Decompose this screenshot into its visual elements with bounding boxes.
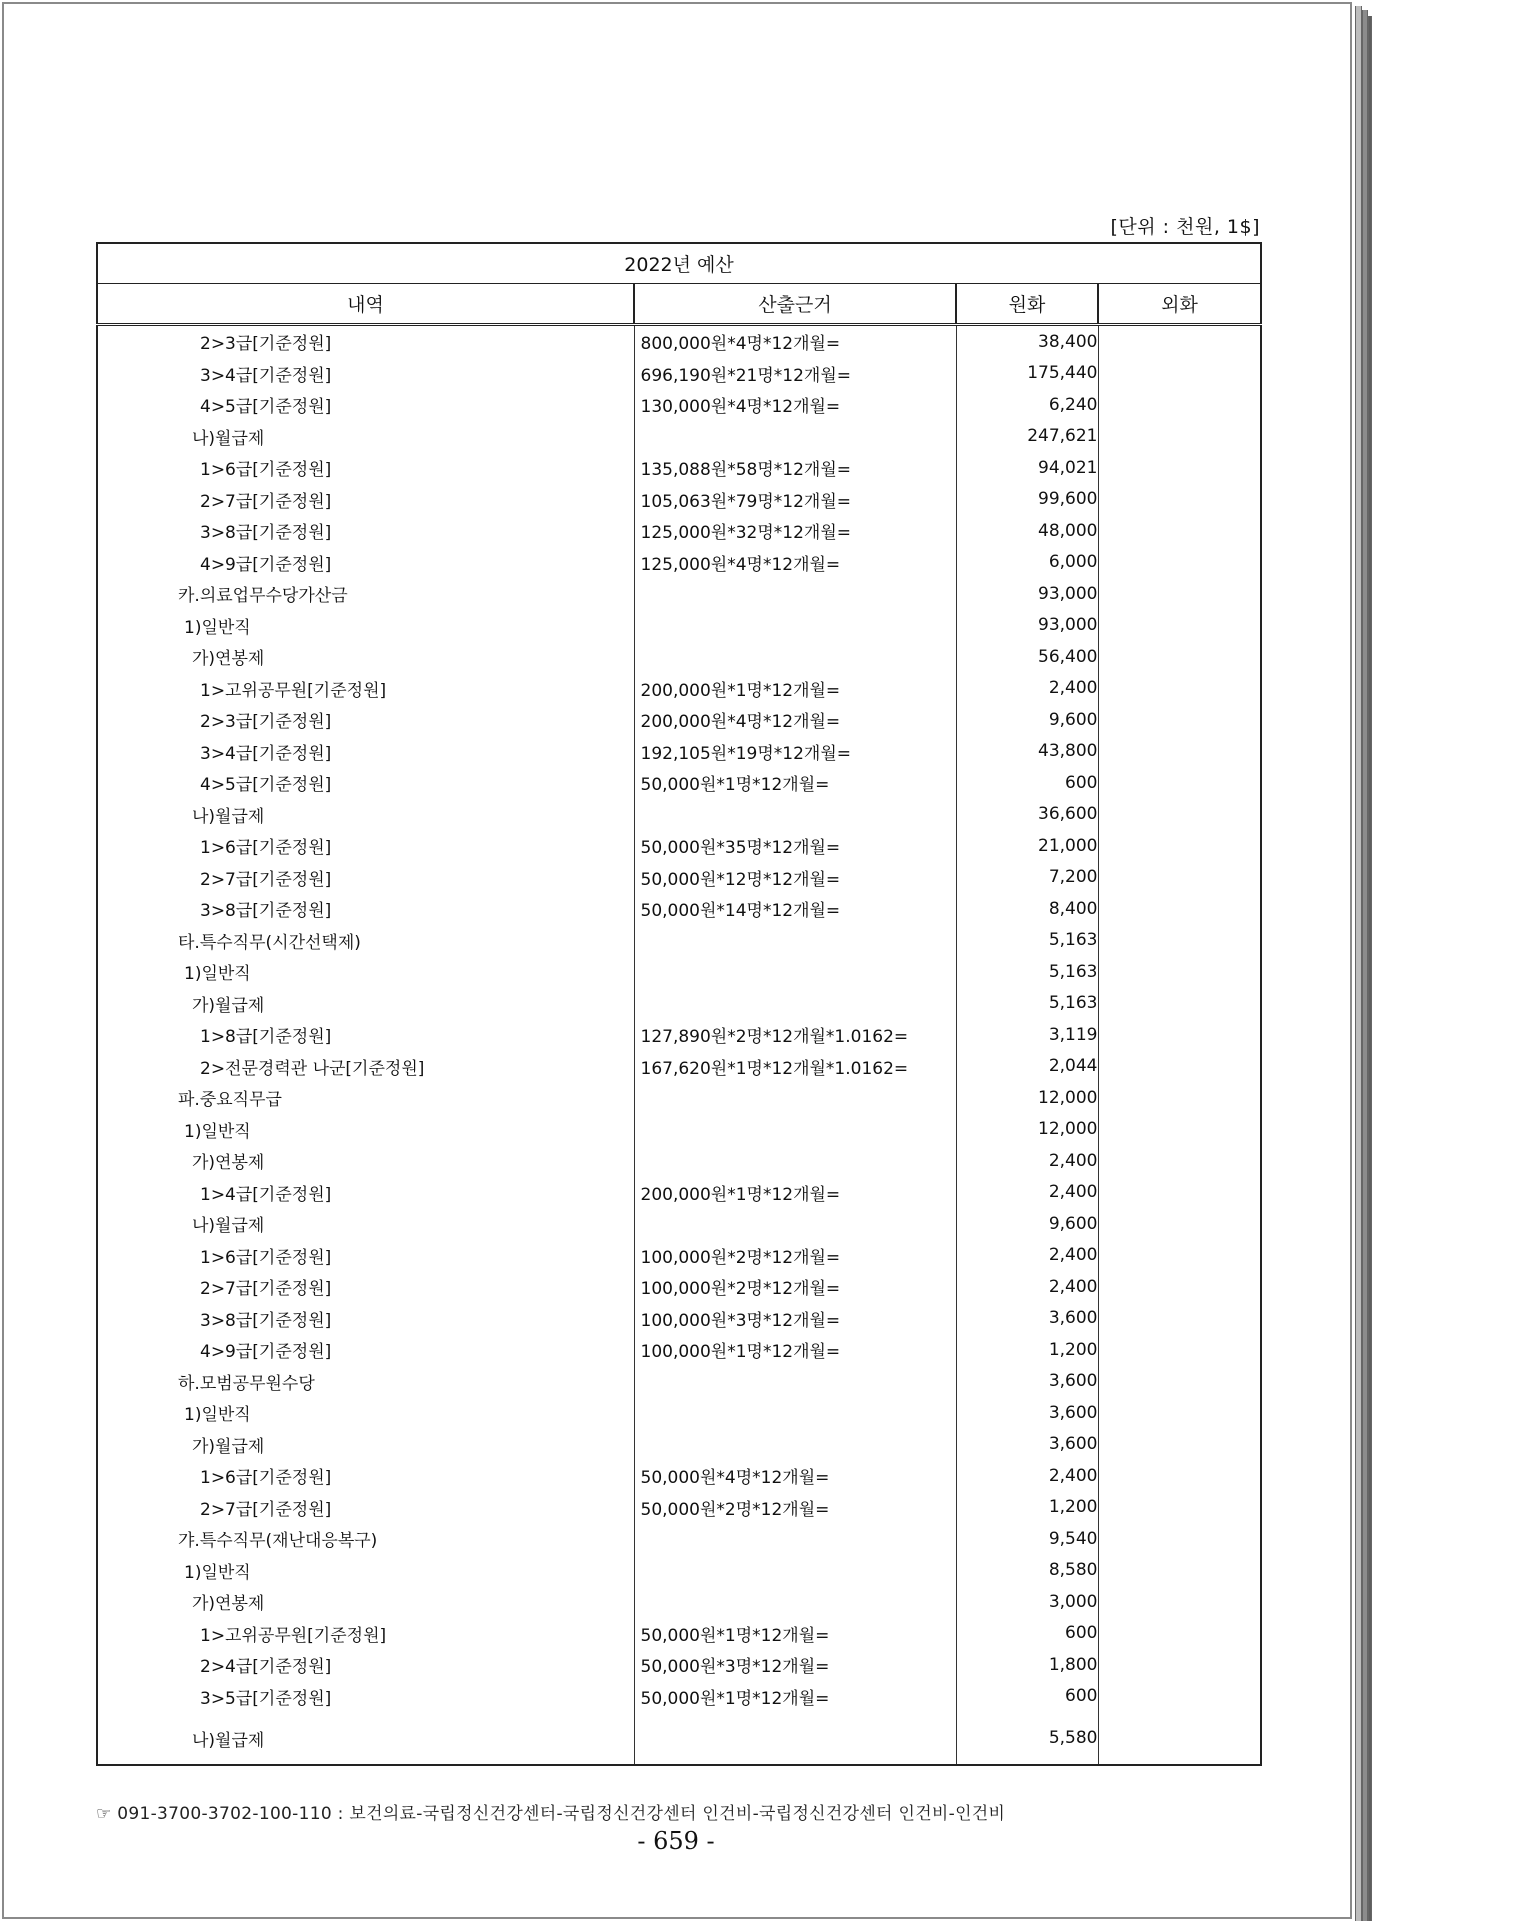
item-cell: 1>8급[기준정원] (97, 1019, 634, 1051)
fx-amount-cell (1098, 956, 1261, 988)
fx-amount-cell (1098, 799, 1261, 831)
krw-amount-cell: 175,440 (956, 358, 1098, 390)
item-cell: 1)일반직 (97, 1397, 634, 1429)
krw-amount-cell: 2,400 (956, 1271, 1098, 1303)
table-row (97, 1555, 1261, 1587)
table-row (97, 1712, 1261, 1765)
basis-cell: 100,000원*1명*12개월= (634, 1334, 956, 1366)
fx-amount-cell (1098, 1208, 1261, 1240)
krw-amount-cell: 6,240 (956, 389, 1098, 421)
krw-amount-cell: 99,600 (956, 484, 1098, 516)
fx-amount-cell (1098, 1618, 1261, 1650)
krw-amount-cell: 1,200 (956, 1492, 1098, 1524)
table-row (97, 1019, 1261, 1051)
fx-amount-cell (1098, 862, 1261, 894)
item-cell: 나)월급제 (97, 1208, 634, 1240)
fx-amount-cell (1098, 1019, 1261, 1051)
basis-cell: 125,000원*4명*12개월= (634, 547, 956, 579)
item-cell: 3>8급[기준정원] (97, 1303, 634, 1335)
table-row (97, 1240, 1261, 1272)
basis-cell (634, 1429, 956, 1461)
table-row (97, 1397, 1261, 1429)
item-cell: 파.중요직무급 (97, 1082, 634, 1114)
table-row (97, 1492, 1261, 1524)
table-row (97, 1082, 1261, 1114)
fx-amount-cell (1098, 358, 1261, 390)
krw-amount-cell: 48,000 (956, 515, 1098, 547)
basis-cell: 50,000원*14명*12개월= (634, 893, 956, 925)
basis-cell: 200,000원*1명*12개월= (634, 673, 956, 705)
item-cell: 2>7급[기준정원] (97, 862, 634, 894)
column-header-krw: 원화 (956, 284, 1098, 325)
krw-amount-cell: 3,600 (956, 1303, 1098, 1335)
fx-amount-cell (1098, 515, 1261, 547)
item-cell: 하.모범공무원수당 (97, 1366, 634, 1398)
table-row (97, 799, 1261, 831)
basis-cell (634, 1366, 956, 1398)
fx-amount-cell (1098, 1145, 1261, 1177)
fx-amount-cell (1098, 1681, 1261, 1713)
fx-amount-cell (1098, 610, 1261, 642)
fx-amount-cell (1098, 1397, 1261, 1429)
table-row (97, 610, 1261, 642)
item-cell: 나)월급제 (97, 1712, 634, 1765)
table-row (97, 1208, 1261, 1240)
item-cell: 1>6급[기준정원] (97, 1240, 634, 1272)
item-cell: 나)월급제 (97, 421, 634, 453)
table-row (97, 389, 1261, 421)
item-cell: 가)월급제 (97, 988, 634, 1020)
krw-amount-cell: 1,200 (956, 1334, 1098, 1366)
basis-cell (634, 925, 956, 957)
item-cell: 3>8급[기준정원] (97, 893, 634, 925)
fx-amount-cell (1098, 1429, 1261, 1461)
table-row (97, 1523, 1261, 1555)
table-row (97, 925, 1261, 957)
krw-amount-cell: 43,800 (956, 736, 1098, 768)
column-header-item: 내역 (97, 284, 634, 325)
krw-amount-cell: 9,600 (956, 704, 1098, 736)
item-cell: 2>전문경력관 나군[기준정원] (97, 1051, 634, 1083)
item-cell: 4>9급[기준정원] (97, 547, 634, 579)
basis-cell: 167,620원*1명*12개월*1.0162= (634, 1051, 956, 1083)
fx-amount-cell (1098, 641, 1261, 673)
fx-amount-cell (1098, 988, 1261, 1020)
krw-amount-cell: 3,119 (956, 1019, 1098, 1051)
unit-note: [단위 : 천원, 1$] (1110, 216, 1260, 238)
account-code-note: ☞ 091-3700-3702-100-110 : 보건의료-국립정신건강센터-국립정신건강센터 인건비-국립정신건강센터 인건비-인건비 (96, 1804, 1006, 1824)
fx-amount-cell (1098, 421, 1261, 453)
basis-cell (634, 988, 956, 1020)
table-row (97, 956, 1261, 988)
table-row (97, 358, 1261, 390)
table-row (97, 421, 1261, 453)
basis-cell: 50,000원*3명*12개월= (634, 1649, 956, 1681)
fx-amount-cell (1098, 704, 1261, 736)
table-row (97, 1366, 1261, 1398)
fx-amount-cell (1098, 325, 1261, 358)
krw-amount-cell: 3,600 (956, 1366, 1098, 1398)
krw-amount-cell: 5,163 (956, 956, 1098, 988)
table-row (97, 1586, 1261, 1618)
item-cell: 1)일반직 (97, 610, 634, 642)
table-row (97, 452, 1261, 484)
fx-amount-cell (1098, 1492, 1261, 1524)
table-row (97, 673, 1261, 705)
fx-amount-cell (1098, 1114, 1261, 1146)
item-cell: 2>3급[기준정원] (97, 325, 634, 358)
krw-amount-cell: 3,600 (956, 1397, 1098, 1429)
fx-amount-cell (1098, 893, 1261, 925)
fx-amount-cell (1098, 1271, 1261, 1303)
fx-amount-cell (1098, 578, 1261, 610)
table-row (97, 1429, 1261, 1461)
table-row (97, 484, 1261, 516)
basis-cell (634, 1555, 956, 1587)
item-cell: 가)연봉제 (97, 1145, 634, 1177)
basis-cell (634, 1208, 956, 1240)
table-row (97, 893, 1261, 925)
table-row (97, 830, 1261, 862)
krw-amount-cell: 94,021 (956, 452, 1098, 484)
table-row (97, 1177, 1261, 1209)
item-cell: 1>6급[기준정원] (97, 830, 634, 862)
fx-amount-cell (1098, 1555, 1261, 1587)
table-row (97, 704, 1261, 736)
krw-amount-cell: 6,000 (956, 547, 1098, 579)
page-stack-edge (1355, 6, 1362, 1921)
item-cell: 카.의료업무수당가산금 (97, 578, 634, 610)
krw-amount-cell: 2,400 (956, 1177, 1098, 1209)
table-row (97, 1145, 1261, 1177)
table-row (97, 988, 1261, 1020)
krw-amount-cell: 600 (956, 1618, 1098, 1650)
krw-amount-cell: 2,044 (956, 1051, 1098, 1083)
krw-amount-cell: 2,400 (956, 673, 1098, 705)
fx-amount-cell (1098, 1051, 1261, 1083)
table-row (97, 1303, 1261, 1335)
basis-cell (634, 1523, 956, 1555)
basis-cell (634, 1114, 956, 1146)
krw-amount-cell: 2,400 (956, 1145, 1098, 1177)
item-cell: 가)연봉제 (97, 641, 634, 673)
item-cell: 3>5급[기준정원] (97, 1681, 634, 1713)
table-row (97, 1051, 1261, 1083)
fx-amount-cell (1098, 1460, 1261, 1492)
basis-cell: 200,000원*4명*12개월= (634, 704, 956, 736)
item-cell: 갸.특수직무(재난대응복구) (97, 1523, 634, 1555)
basis-cell: 696,190원*21명*12개월= (634, 358, 956, 390)
basis-cell (634, 421, 956, 453)
table-row (97, 862, 1261, 894)
krw-amount-cell: 9,540 (956, 1523, 1098, 1555)
krw-amount-cell: 3,600 (956, 1429, 1098, 1461)
fx-amount-cell (1098, 484, 1261, 516)
krw-amount-cell: 5,580 (956, 1712, 1098, 1765)
item-cell: 1)일반직 (97, 956, 634, 988)
item-cell: 1>고위공무원[기준정원] (97, 1618, 634, 1650)
item-cell: 1>6급[기준정원] (97, 452, 634, 484)
table-row (97, 1334, 1261, 1366)
basis-cell: 135,088원*58명*12개월= (634, 452, 956, 484)
krw-amount-cell: 2,400 (956, 1460, 1098, 1492)
krw-amount-cell: 56,400 (956, 641, 1098, 673)
krw-amount-cell: 93,000 (956, 610, 1098, 642)
item-cell: 3>8급[기준정원] (97, 515, 634, 547)
basis-cell: 130,000원*4명*12개월= (634, 389, 956, 421)
krw-amount-cell: 600 (956, 767, 1098, 799)
item-cell: 2>7급[기준정원] (97, 1492, 634, 1524)
basis-cell: 50,000원*1명*12개월= (634, 1681, 956, 1713)
fx-amount-cell (1098, 1366, 1261, 1398)
basis-cell: 50,000원*1명*12개월= (634, 1618, 956, 1650)
item-cell: 가)월급제 (97, 1429, 634, 1461)
table-row (97, 325, 1261, 358)
basis-cell (634, 578, 956, 610)
basis-cell (634, 1712, 956, 1765)
basis-cell (634, 641, 956, 673)
krw-amount-cell: 12,000 (956, 1082, 1098, 1114)
krw-amount-cell: 12,000 (956, 1114, 1098, 1146)
krw-amount-cell: 5,163 (956, 925, 1098, 957)
basis-cell: 50,000원*1명*12개월= (634, 767, 956, 799)
table-row (97, 767, 1261, 799)
basis-cell: 125,000원*32명*12개월= (634, 515, 956, 547)
table-row (97, 736, 1261, 768)
basis-cell: 50,000원*35명*12개월= (634, 830, 956, 862)
item-cell: 4>5급[기준정원] (97, 389, 634, 421)
item-cell: 3>4급[기준정원] (97, 358, 634, 390)
fx-amount-cell (1098, 1177, 1261, 1209)
basis-cell (634, 799, 956, 831)
krw-amount-cell: 9,600 (956, 1208, 1098, 1240)
fx-amount-cell (1098, 767, 1261, 799)
item-cell: 나)월급제 (97, 799, 634, 831)
item-cell: 1>6급[기준정원] (97, 1460, 634, 1492)
krw-amount-cell: 600 (956, 1681, 1098, 1713)
krw-amount-cell: 3,000 (956, 1586, 1098, 1618)
basis-cell: 200,000원*1명*12개월= (634, 1177, 956, 1209)
table-row (97, 1649, 1261, 1681)
item-cell: 가)연봉제 (97, 1586, 634, 1618)
fx-amount-cell (1098, 1082, 1261, 1114)
krw-amount-cell: 1,800 (956, 1649, 1098, 1681)
krw-amount-cell: 38,400 (956, 325, 1098, 358)
item-cell: 4>9급[기준정원] (97, 1334, 634, 1366)
fx-amount-cell (1098, 1649, 1261, 1681)
basis-cell: 100,000원*2명*12개월= (634, 1271, 956, 1303)
table-row (97, 1681, 1261, 1713)
item-cell: 1)일반직 (97, 1114, 634, 1146)
table-row (97, 1271, 1261, 1303)
fx-amount-cell (1098, 1712, 1261, 1765)
krw-amount-cell: 21,000 (956, 830, 1098, 862)
basis-cell: 100,000원*2명*12개월= (634, 1240, 956, 1272)
table-title: 2022년 예산 (97, 243, 1261, 284)
basis-cell: 50,000원*2명*12개월= (634, 1492, 956, 1524)
basis-cell (634, 1586, 956, 1618)
fx-amount-cell (1098, 736, 1261, 768)
table-row (97, 578, 1261, 610)
fx-amount-cell (1098, 547, 1261, 579)
basis-cell (634, 610, 956, 642)
basis-cell: 105,063원*79명*12개월= (634, 484, 956, 516)
fx-amount-cell (1098, 1586, 1261, 1618)
fx-amount-cell (1098, 389, 1261, 421)
budget-table (96, 242, 1262, 1766)
basis-cell: 50,000원*4명*12개월= (634, 1460, 956, 1492)
column-header-fx: 외화 (1098, 284, 1261, 325)
page-number: - 659 - (637, 1827, 715, 1855)
basis-cell (634, 1397, 956, 1429)
item-cell: 2>4급[기준정원] (97, 1649, 634, 1681)
item-cell: 1>고위공무원[기준정원] (97, 673, 634, 705)
fx-amount-cell (1098, 1303, 1261, 1335)
table-row (97, 1460, 1261, 1492)
basis-cell: 800,000원*4명*12개월= (634, 325, 956, 358)
item-cell: 1>4급[기준정원] (97, 1177, 634, 1209)
krw-amount-cell: 8,400 (956, 893, 1098, 925)
krw-amount-cell: 247,621 (956, 421, 1098, 453)
fx-amount-cell (1098, 1523, 1261, 1555)
fx-amount-cell (1098, 673, 1261, 705)
basis-cell: 127,890원*2명*12개월*1.0162= (634, 1019, 956, 1051)
table-row (97, 515, 1261, 547)
item-cell: 4>5급[기준정원] (97, 767, 634, 799)
table-row (97, 641, 1261, 673)
basis-cell: 50,000원*12명*12개월= (634, 862, 956, 894)
fx-amount-cell (1098, 1334, 1261, 1366)
table-body (97, 325, 1261, 1766)
fx-amount-cell (1098, 925, 1261, 957)
item-cell: 2>7급[기준정원] (97, 1271, 634, 1303)
krw-amount-cell: 2,400 (956, 1240, 1098, 1272)
column-header-basis: 산출근거 (634, 284, 956, 325)
basis-cell (634, 1145, 956, 1177)
krw-amount-cell: 5,163 (956, 988, 1098, 1020)
fx-amount-cell (1098, 1240, 1261, 1272)
fx-amount-cell (1098, 830, 1261, 862)
table-row (97, 547, 1261, 579)
item-cell: 타.특수직무(시간선택제) (97, 925, 634, 957)
krw-amount-cell: 8,580 (956, 1555, 1098, 1587)
item-cell: 2>7급[기준정원] (97, 484, 634, 516)
item-cell: 1)일반직 (97, 1555, 634, 1587)
item-cell: 2>3급[기준정원] (97, 704, 634, 736)
basis-cell: 100,000원*3명*12개월= (634, 1303, 956, 1335)
fx-amount-cell (1098, 452, 1261, 484)
table-row (97, 1114, 1261, 1146)
krw-amount-cell: 7,200 (956, 862, 1098, 894)
basis-cell (634, 956, 956, 988)
basis-cell: 192,105원*19명*12개월= (634, 736, 956, 768)
basis-cell (634, 1082, 956, 1114)
item-cell: 3>4급[기준정원] (97, 736, 634, 768)
page-stack-edge (1368, 16, 1372, 1921)
krw-amount-cell: 36,600 (956, 799, 1098, 831)
table-row (97, 1618, 1261, 1650)
krw-amount-cell: 93,000 (956, 578, 1098, 610)
